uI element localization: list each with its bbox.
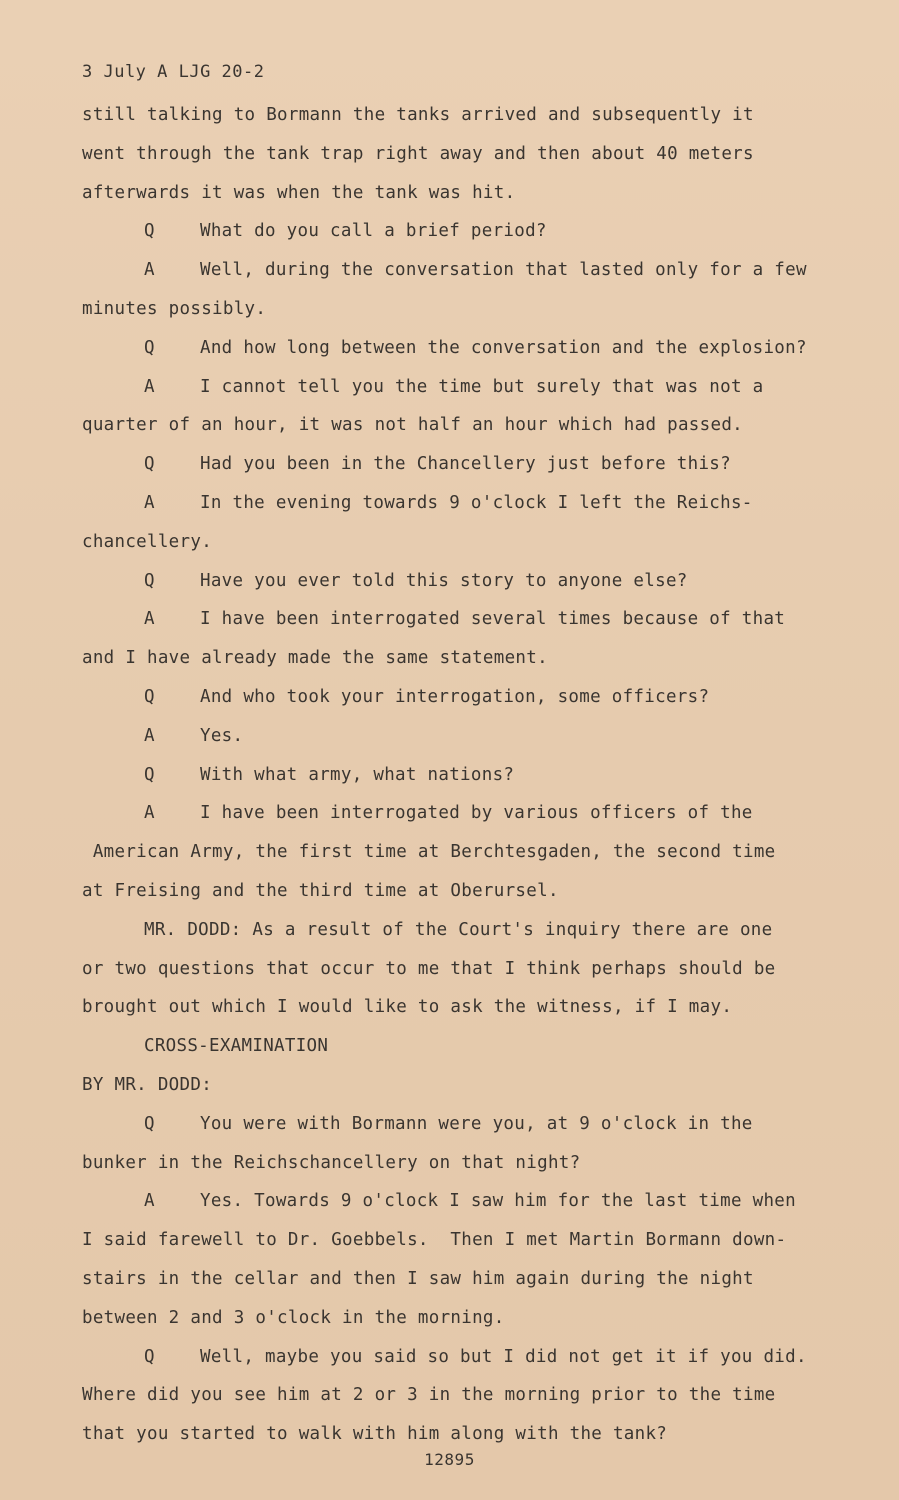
transcript-line	[82, 96, 862, 135]
line-text: Have you ever told this story to anyone else?	[200, 570, 688, 591]
qa-label: Q	[144, 686, 155, 707]
transcript-line	[82, 678, 862, 717]
line-text: With what army, what nations?	[200, 764, 515, 785]
line-text: You were with Bormann were you, at 9 o'clock in the	[200, 1113, 753, 1134]
transcript-line	[82, 717, 862, 756]
transcript-line	[82, 212, 862, 251]
line-text: went through the tank trap right away and then about 40 meters	[82, 143, 754, 164]
line-text: What do you call a brief period?	[200, 221, 547, 242]
line-text: brought out which I would like to ask the witness, if I may.	[82, 997, 733, 1018]
line-text: Well, maybe you said so but I did not get it if you did.	[200, 1346, 807, 1367]
transcript-line	[82, 1299, 862, 1338]
line-text: In the evening towards 9 o'clock I left the Reichs-	[200, 492, 753, 513]
transcript-line	[82, 1027, 862, 1066]
line-text: stairs in the cellar and then I saw him again during the night	[82, 1268, 754, 1289]
qa-label: A	[144, 376, 155, 397]
qa-label: A	[144, 803, 155, 824]
line-text: still talking to Bormann the tanks arrived and subsequently it	[82, 105, 754, 125]
qa-label: Q	[144, 454, 155, 475]
transcript-line	[82, 406, 862, 445]
transcript-line	[82, 562, 862, 601]
line-text: between 2 and 3 o'clock in the morning.	[82, 1307, 505, 1328]
transcript-line	[82, 1182, 862, 1221]
transcript-line	[82, 1144, 862, 1183]
transcript-line	[82, 600, 862, 639]
transcript-line	[82, 251, 862, 290]
page-number: 12895	[424, 1450, 475, 1469]
transcript-line	[82, 1221, 862, 1260]
line-text: Yes.	[200, 725, 244, 746]
line-text: chancellery.	[82, 531, 213, 552]
transcript-line	[82, 833, 862, 872]
transcript-line	[82, 523, 862, 562]
qa-label: A	[144, 609, 155, 630]
qa-label: Q	[144, 570, 155, 591]
line-text: Where did you see him at 2 or 3 in the morning prior to the time	[82, 1385, 776, 1406]
transcript-body	[82, 96, 862, 1454]
transcript-line	[82, 1338, 862, 1377]
line-text: and I have already made the same statement.	[82, 648, 548, 669]
line-text: And who took your interrogation, some officers?	[200, 686, 710, 707]
transcript-line	[82, 1066, 862, 1105]
qa-label: Q	[144, 337, 155, 358]
qa-label: A	[144, 492, 155, 513]
transcript-line	[82, 174, 862, 213]
transcript-line	[82, 329, 862, 368]
line-text: quarter of an hour, it was not half an hour which had passed.	[82, 415, 743, 436]
transcript-line	[82, 445, 862, 484]
line-text: I said farewell to Dr. Goebbels. Then I met Martin Bormann down-	[82, 1230, 787, 1251]
transcript-line	[82, 484, 862, 523]
line-text: afterwards it was when the tank was hit.	[82, 182, 516, 203]
line-text: at Freising and the third time at Oberursel.	[82, 880, 559, 901]
qa-label: A	[144, 725, 155, 746]
qa-label: A	[144, 1191, 155, 1212]
qa-label: A	[144, 260, 155, 281]
qa-label: Q	[144, 1346, 155, 1367]
line-text: I have been interrogated several times because of that	[200, 609, 786, 630]
transcript-line	[82, 368, 862, 407]
transcript-line	[82, 756, 862, 795]
line-text: I have been interrogated by various officers of the	[200, 803, 753, 824]
qa-label: Q	[144, 1113, 155, 1134]
line-text: American Army, the first time at Berchtesgaden, the second time	[82, 842, 776, 863]
line-text: CROSS-EXAMINATION	[144, 1036, 329, 1057]
transcript-line	[82, 290, 862, 329]
line-text: Well, during the conversation that lasted only for a few	[200, 260, 807, 281]
line-text: Yes. Towards 9 o'clock I saw him for the last time when	[200, 1191, 796, 1212]
qa-label: Q	[144, 764, 155, 785]
line-text: MR. DODD: As a result of the Court's inquiry there are one	[144, 919, 773, 940]
transcript-line	[82, 639, 862, 678]
transcript-line	[82, 1415, 862, 1454]
transcript-line	[82, 950, 862, 989]
transcript-line	[82, 988, 862, 1027]
transcript-line	[82, 1260, 862, 1299]
line-text: minutes possibly.	[82, 298, 267, 319]
transcript-line	[82, 911, 862, 950]
transcript-line	[82, 794, 862, 833]
line-text: I cannot tell you the time but surely that was not a	[200, 376, 764, 397]
page-header: 3 July A LJG 20-2	[82, 62, 265, 82]
line-text: And how long between the conversation and the explosion?	[200, 337, 807, 358]
transcript-line	[82, 135, 862, 174]
transcript-line	[82, 1376, 862, 1415]
qa-label: Q	[144, 221, 155, 242]
line-text: bunker in the Reichschancellery on that night?	[82, 1152, 581, 1173]
line-text: or two questions that occur to me that I think perhaps should be	[82, 958, 776, 979]
transcript-line	[82, 872, 862, 911]
transcript-line	[82, 1105, 862, 1144]
line-text: BY MR. DODD:	[82, 1074, 213, 1095]
line-text: Had you been in the Chancellery just before this?	[200, 454, 731, 475]
line-text: that you started to walk with him along with the tank?	[82, 1424, 668, 1445]
